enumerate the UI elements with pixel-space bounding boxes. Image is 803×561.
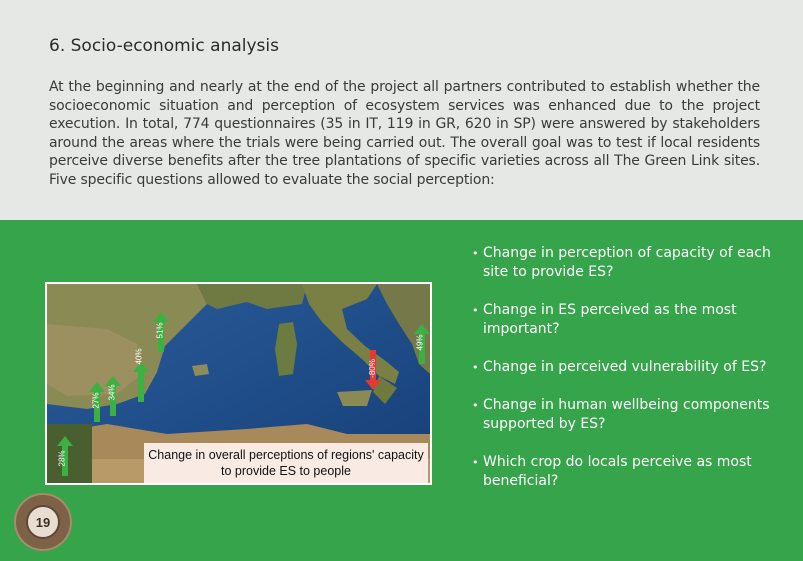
arrow-label: 49% (415, 334, 425, 351)
page-number: 19 (26, 505, 60, 539)
map-caption (144, 443, 428, 483)
intro-section (0, 0, 803, 220)
question-item: • Change in ES perceived as the most important? (470, 301, 780, 339)
arrow-label: 28% (57, 450, 67, 467)
question-item: • Change in perception of capacity of each site to provide ES? (470, 244, 780, 282)
arrow-label: -80% (367, 359, 377, 378)
mediterranean-map (45, 282, 432, 485)
section-title: 6. Socio-economic analysis (49, 36, 279, 56)
arrow-label: 40% (134, 348, 144, 365)
page-number-badge (14, 493, 72, 551)
arrow-label: 51% (155, 322, 165, 339)
question-item: • Change in perceived vulnerability of ES? (470, 358, 780, 377)
question-list (470, 244, 780, 510)
question-item: • Change in human wellbeing components supported by ES? (470, 396, 780, 434)
section-paragraph: At the beginning and nearly at the end of the project all partners contributed to establish whether the socioeconomic situation and perception of ecosystem services was enhanced due to the project execution. In total, 774 questionnaires (35 in IT, 119 in GR, 620 in SP) were answered by stakeholders around the areas where the trials were being carried out. The overall goal was to test if local residents perceive diverse benefits after the tree plantations of specific varieties across all The Green Link sites. Five specific questions allowed to evaluate the social perception: (49, 79, 760, 188)
map-caption-text: Change in overall perceptions of regions' capacity to provide ES to people (148, 448, 424, 478)
question-item: • Which crop do locals perceive as most beneficial? (470, 453, 780, 491)
arrow-label: 27% (91, 392, 101, 409)
arrow-label: 34% (107, 384, 117, 401)
